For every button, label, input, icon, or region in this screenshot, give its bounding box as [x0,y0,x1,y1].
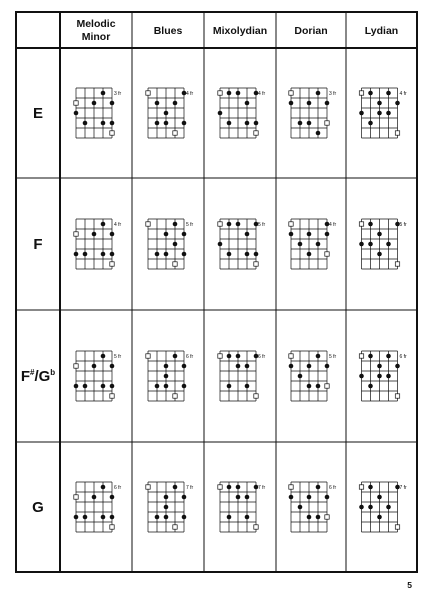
scale-note-dot [155,384,160,389]
fretboard-diagram [359,482,407,532]
root-note-marker [254,394,258,398]
scale-note-dot [173,101,178,106]
fret-position-label: 5 fr [186,222,194,228]
scale-note-dot [368,222,373,227]
root-note-marker [325,384,329,388]
column-header: Mixolydian [212,25,268,37]
fret-position-label: 6 fr [114,485,122,491]
scale-note-dot [83,252,88,257]
scale-note-dot [227,354,232,359]
fret-position-label: 4 fr [186,91,194,97]
scale-note-dot [289,232,294,237]
scale-note-dot [101,515,106,520]
scale-note-dot [74,384,79,389]
scale-note-dot [316,131,321,136]
scale-note-dot [307,121,312,126]
root-note-marker [289,91,293,95]
scale-note-dot [236,364,241,369]
scale-note-dot [377,495,382,500]
row-key-label [21,368,55,385]
scale-note-dot [182,384,187,389]
scale-note-dot [377,111,382,116]
scale-note-dot [395,485,400,490]
scale-note-dot [359,505,364,510]
row-key-label: F [33,236,43,253]
column-header: Lydian [364,25,399,37]
root-note-marker [289,222,293,226]
fretboard-diagram [146,219,194,269]
column-header: Blues [153,25,183,37]
scale-note-dot [101,252,106,257]
root-note-marker [173,131,177,135]
scale-note-dot [254,354,259,359]
fret-position-label: 7 fr [186,485,194,491]
scale-note-dot [236,91,241,96]
scale-note-dot [227,515,232,520]
root-note-marker [359,222,363,226]
scale-note-dot [110,364,115,369]
scale-note-dot [110,232,115,237]
fret-position-label: 5 fr [114,354,122,360]
scale-note-dot [316,485,321,490]
root-note-marker [146,485,150,489]
scale-note-dot [316,384,321,389]
root-note-marker [289,485,293,489]
scale-note-dot [254,485,259,490]
scale-note-dot [245,121,250,126]
page-number: 5 [407,580,412,590]
fretboard-diagram [218,88,266,138]
scale-note-dot [245,364,250,369]
scale-note-dot [227,485,232,490]
root-note-marker [146,91,150,95]
root-note-marker [395,525,399,529]
root-note-marker [395,131,399,135]
scale-note-dot [359,242,364,247]
scale-note-dot [236,495,241,500]
root-note-marker [359,354,363,358]
scale-note-dot [377,101,382,106]
root-note-marker [325,515,329,519]
scale-note-dot [110,515,115,520]
fretboard-diagram [74,482,122,532]
fretboard-diagram [146,351,194,401]
root-note-marker [218,91,222,95]
scale-note-dot [368,91,373,96]
fretboard-diagram [74,88,122,138]
root-note-marker [325,252,329,256]
scale-note-dot [377,252,382,257]
fretboard-diagram [218,482,266,532]
scale-note-dot [101,121,106,126]
root-note-marker [218,485,222,489]
scale-note-dot [307,495,312,500]
scale-note-dot [182,121,187,126]
scale-note-dot [316,354,321,359]
root-note-marker [146,222,150,226]
scale-note-dot [218,242,223,247]
scale-note-dot [110,101,115,106]
scale-note-dot [110,121,115,126]
scale-note-dot [386,374,391,379]
scale-note-dot [307,232,312,237]
root-note-marker [146,354,150,358]
scale-note-dot [386,111,391,116]
scale-note-dot [377,374,382,379]
scale-note-dot [74,515,79,520]
root-note-marker [289,354,293,358]
fret-position-label: 6 fr [186,354,194,360]
root-note-marker [110,131,114,135]
scale-note-dot [182,515,187,520]
scale-note-dot [164,515,169,520]
root-note-marker [110,394,114,398]
scale-note-dot [316,515,321,520]
scale-note-dot [92,364,97,369]
scale-note-dot [227,222,232,227]
scale-note-dot [173,354,178,359]
fretboard-diagram [359,219,407,269]
scale-note-dot [245,515,250,520]
scale-note-dot [359,374,364,379]
scale-note-dot [254,252,259,257]
root-note-marker [359,485,363,489]
scale-note-dot [298,505,303,510]
fretboard-diagram [146,88,194,138]
fret-position-label: 5 fr [258,222,266,228]
scale-note-dot [227,252,232,257]
scale-note-dot [395,364,400,369]
scale-note-dot [155,515,160,520]
scale-note-dot [110,252,115,257]
root-note-marker [254,525,258,529]
scale-note-dot [368,242,373,247]
scale-note-dot [289,364,294,369]
root-note-marker [325,121,329,125]
scale-note-dot [316,242,321,247]
scale-note-dot [110,384,115,389]
scale-note-dot [307,384,312,389]
key-note: F [20,368,30,385]
scale-note-dot [218,111,223,116]
scale-note-dot [298,374,303,379]
root-note-marker [173,262,177,266]
scale-note-dot [245,232,250,237]
row-key-label: G [32,499,44,516]
root-note-marker [218,354,222,358]
column-header-line1: Melodic [76,18,116,30]
fret-position-label: 5 fr [399,222,407,228]
scale-note-dot [182,91,187,96]
scale-note-dot [368,384,373,389]
fretboard-diagram [289,219,337,269]
scale-note-dot [254,91,259,96]
scale-note-dot [164,384,169,389]
fretboard-diagram [74,219,122,269]
scale-note-dot [368,505,373,510]
scale-note-dot [164,252,169,257]
scale-note-dot [101,354,106,359]
scale-note-dot [298,242,303,247]
root-note-marker [110,525,114,529]
row-key-label: E [32,105,44,122]
key-slash: / [34,368,39,385]
key-alt-note: G [38,368,51,385]
fretboard-diagram [289,351,337,401]
scale-note-dot [92,495,97,500]
scale-note-dot [227,384,232,389]
fretboard-diagram [359,351,407,401]
scale-note-dot [307,252,312,257]
scale-note-dot [325,222,330,227]
scale-note-dot [74,252,79,257]
root-note-marker [74,232,78,236]
scale-note-dot [164,232,169,237]
fret-position-label: 4 fr [329,222,337,228]
scale-note-dot [155,252,160,257]
scale-note-dot [74,111,79,116]
root-note-marker [395,262,399,266]
root-note-marker [74,495,78,499]
root-note-marker [173,394,177,398]
scale-note-dot [164,364,169,369]
scale-note-dot [83,384,88,389]
fret-position-label: 3 fr [114,91,122,97]
root-note-marker [254,131,258,135]
scale-note-dot [83,121,88,126]
root-note-marker [359,91,363,95]
scale-note-dot [245,495,250,500]
root-note-marker [173,525,177,529]
scale-note-dot [164,505,169,510]
scale-note-dot [386,505,391,510]
fret-position-label: 6 fr [329,485,337,491]
fretboard-diagram [289,88,337,138]
fretboard-diagram [218,351,266,401]
fret-position-label: 7 fr [399,485,407,491]
column-header: Dorian [294,25,328,37]
scale-note-dot [395,222,400,227]
scale-note-dot [377,364,382,369]
scale-note-dot [316,91,321,96]
scale-note-dot [236,222,241,227]
scale-note-dot [386,354,391,359]
scale-note-dot [101,222,106,227]
scale-note-dot [386,91,391,96]
scale-note-dot [245,101,250,106]
scale-note-dot [182,232,187,237]
scale-note-dot [164,374,169,379]
fretboard-diagram [218,219,266,269]
scale-note-dot [164,111,169,116]
scale-note-dot [236,485,241,490]
scale-note-dot [227,91,232,96]
scale-note-dot [298,121,303,126]
scale-note-dot [307,364,312,369]
scale-note-dot [92,101,97,106]
scale-note-dot [359,111,364,116]
root-note-marker [254,262,258,266]
scale-note-dot [377,515,382,520]
scale-note-dot [377,232,382,237]
scale-note-dot [101,384,106,389]
scale-note-dot [289,101,294,106]
root-note-marker [395,394,399,398]
scale-note-dot [289,495,294,500]
scale-note-dot [368,121,373,126]
scale-note-dot [182,364,187,369]
scale-note-dot [254,121,259,126]
flat-symbol: b [50,368,56,377]
scale-note-dot [155,101,160,106]
fret-position-label: 6 fr [258,354,266,360]
root-note-marker [110,262,114,266]
scale-note-dot [325,364,330,369]
scale-note-dot [368,354,373,359]
scale-note-dot [173,242,178,247]
scale-note-dot [155,121,160,126]
fretboard-diagram [289,482,337,532]
scale-note-dot [173,222,178,227]
root-note-marker [74,364,78,368]
scale-note-dot [386,242,391,247]
fret-position-label: 6 fr [399,354,407,360]
scale-note-dot [92,232,97,237]
scale-note-dot [83,515,88,520]
scale-note-dot [227,121,232,126]
scale-note-dot [307,101,312,106]
scale-note-dot [164,495,169,500]
fret-position-label: 4 fr [399,91,407,97]
scale-note-dot [164,121,169,126]
sharp-symbol: # [29,368,35,377]
scale-note-dot [245,252,250,257]
root-note-marker [218,222,222,226]
scale-note-dot [182,252,187,257]
column-header-line2: Minor [81,31,111,43]
scale-note-dot [395,101,400,106]
scale-note-dot [254,222,259,227]
scale-note-dot [173,485,178,490]
scale-note-dot [236,354,241,359]
fretboard-diagram [74,351,122,401]
fret-position-label: 4 fr [258,91,266,97]
fret-position-label: 5 fr [329,354,337,360]
scale-note-dot [101,485,106,490]
scale-note-dot [325,495,330,500]
scale-note-dot [307,515,312,520]
fretboard-diagram [146,482,194,532]
fret-position-label: 7 fr [258,485,266,491]
fretboard-diagram [359,88,407,138]
scale-note-dot [245,384,250,389]
fret-position-label: 3 fr [329,91,337,97]
scale-note-dot [110,495,115,500]
scale-note-dot [101,91,106,96]
scale-note-dot [325,101,330,106]
scale-note-dot [182,495,187,500]
scale-note-dot [368,485,373,490]
root-note-marker [74,101,78,105]
scale-note-dot [325,232,330,237]
fret-position-label: 4 fr [114,222,122,228]
